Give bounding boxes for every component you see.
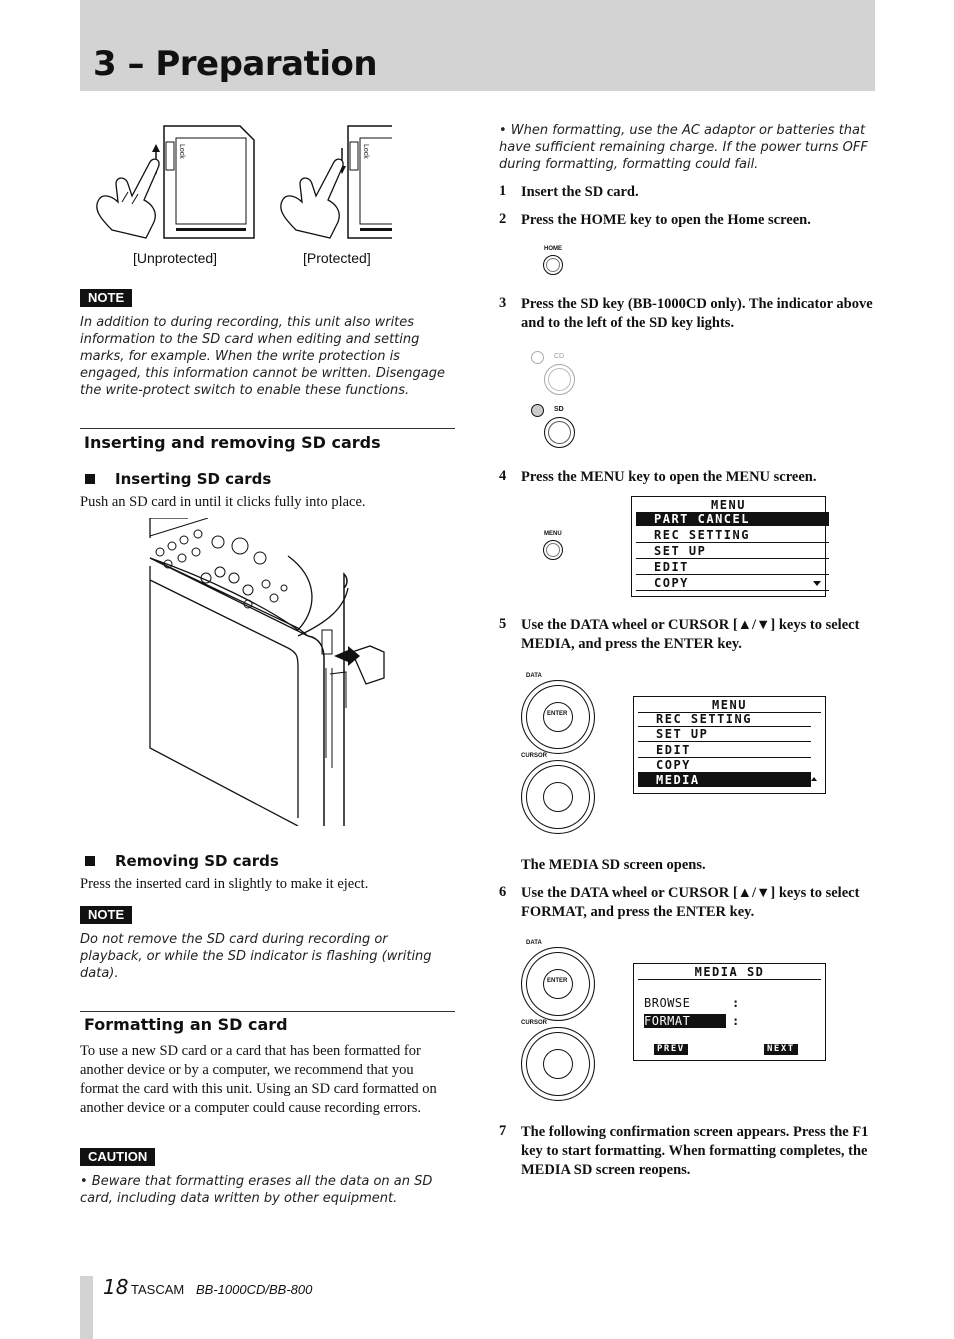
footer-brand: TASCAM	[131, 1282, 185, 1297]
footer-bar	[80, 1276, 93, 1339]
lcd-menu-item: SET UP	[636, 544, 829, 559]
sd-card-unprotected-icon	[97, 126, 254, 238]
lcd-title: MEDIA SD	[638, 965, 821, 980]
section-rule	[80, 1011, 455, 1012]
lock-label: Lock	[362, 144, 369, 159]
note-text: In addition to during recording, this unit also writes information to the SD card when editing and setting marks, for example. When the write protection is engaged, this information cannot be written. Disengage the write-protect switch to enable these functions.	[80, 315, 446, 398]
step-number: 2	[499, 211, 507, 227]
scroll-down-icon	[813, 581, 821, 586]
unprotected-caption: [Unprotected]	[133, 250, 218, 266]
step-number: 5	[499, 616, 507, 632]
protected-caption: [Protected]	[303, 250, 371, 266]
sd-card-protected-icon	[281, 126, 392, 238]
step-text: Use the DATA wheel or CURSOR [▲/▼] keys to select MEDIA, and press the ENTER key.	[521, 617, 860, 652]
lcd-menu-item: SET UP	[638, 727, 811, 742]
enter-key-icon	[543, 702, 573, 732]
lcd-prev-softkey: PREV	[654, 1044, 688, 1055]
caution-bullet: • When formatting, use the AC adaptor or batteries that have sufficient remaining charge. If the power turns OFF during formatting, formatting could fail.	[499, 123, 868, 172]
lcd-browse-item: BROWSE	[644, 996, 691, 1010]
step-number: 4	[499, 468, 507, 484]
data-wheel-label: DATA	[526, 940, 542, 946]
footer-model: BB-1000CD/BB-800	[196, 1282, 313, 1297]
lcd-menu-item: COPY	[636, 576, 829, 591]
cursor-center-key-icon	[543, 782, 573, 812]
page-number: 18	[103, 1275, 129, 1299]
lcd-next-softkey: NEXT	[764, 1044, 798, 1055]
note-text: Do not remove the SD card during recording or playback, or while the SD indicator is flashing (writing data).	[80, 932, 432, 981]
device-insert-illustration	[148, 518, 398, 826]
cd-indicator-icon	[531, 351, 544, 364]
home-key-label: HOME	[544, 246, 562, 252]
chapter-title: 3 – Preparation	[93, 44, 378, 84]
data-wheel-label: DATA	[526, 673, 542, 679]
lcd-menu-screen	[633, 696, 826, 794]
square-bullet-icon	[85, 856, 95, 866]
lcd-menu-item: EDIT	[636, 560, 829, 575]
caution-bullet: • Beware that formatting erases all the data on an SD card, including data written by other equipment.	[80, 1174, 433, 1206]
lcd-media-sd-screen	[633, 963, 826, 1061]
lcd-format-item: FORMAT	[644, 1014, 726, 1028]
lcd-menu-item: PART CANCEL	[636, 512, 829, 526]
sd-indicator-icon	[531, 404, 544, 417]
note-badge: NOTE	[80, 289, 132, 307]
lcd-menu-item: EDIT	[638, 743, 811, 758]
step-text: The following confirmation screen appears. Press the F1 key to start formatting. When formatting completes, the MEDIA SD screen reopens.	[521, 1124, 869, 1178]
lcd-colon: :	[732, 1014, 741, 1028]
step-text: Insert the SD card.	[521, 184, 639, 200]
lcd-title: MENU	[636, 498, 821, 513]
home-key-icon	[543, 255, 563, 275]
step-number: 1	[499, 183, 507, 199]
removing-text: Press the inserted card in slightly to make it eject.	[80, 876, 369, 892]
section-title-formatting: Formatting an SD card	[84, 1015, 288, 1034]
step-text: Use the DATA wheel or CURSOR [▲/▼] keys to select FORMAT, and press the ENTER key.	[521, 885, 860, 920]
cursor-keys-label: CURSOR	[521, 1020, 548, 1026]
lcd-menu-item: COPY	[638, 758, 811, 773]
enter-key-icon	[543, 969, 573, 999]
lcd-menu-screen	[631, 496, 826, 597]
step-text: Press the HOME key to open the Home screen.	[521, 212, 811, 228]
step-text: Press the MENU key to open the MENU screen.	[521, 469, 817, 485]
enter-key-label: ENTER	[547, 978, 568, 984]
section-title-insert-remove: Inserting and removing SD cards	[84, 433, 381, 452]
step-number: 6	[499, 884, 507, 900]
menu-key-label: MENU	[544, 531, 562, 537]
step-text: Press the SD key (BB-1000CD only). The indicator above and to the left of the SD key lights.	[521, 296, 873, 331]
subsection-title-removing: Removing SD cards	[115, 852, 279, 870]
lcd-title: MENU	[638, 698, 821, 713]
lcd-menu-item: MEDIA	[638, 773, 811, 787]
square-bullet-icon	[85, 474, 95, 484]
sd-key-icon	[544, 417, 575, 448]
cd-key-label: CD	[554, 353, 565, 360]
section-rule	[80, 428, 455, 429]
scroll-up-icon	[811, 777, 817, 781]
inserting-text: Push an SD card in until it clicks fully into place.	[80, 494, 366, 510]
subsection-title-inserting: Inserting SD cards	[115, 470, 272, 488]
note-badge: NOTE	[80, 906, 132, 924]
step-number: 3	[499, 295, 507, 311]
lock-label: Lock	[178, 144, 185, 159]
lcd-menu-item: REC SETTING	[636, 528, 829, 543]
sd-key-label: SD	[554, 406, 564, 413]
cd-key-icon	[544, 364, 575, 395]
lcd-colon: :	[732, 996, 741, 1010]
media-opens-text: The MEDIA SD screen opens.	[521, 857, 706, 873]
formatting-text: To use a new SD card or a card that has been formatted for another device or by a computer, we recommend that you format the card with this unit. Using an SD card formatted on another device or a computer could cause recording errors.	[80, 1043, 437, 1116]
enter-key-label: ENTER	[547, 711, 568, 717]
cursor-keys-label: CURSOR	[521, 753, 548, 759]
caution-badge: CAUTION	[80, 1148, 155, 1166]
menu-key-icon	[543, 540, 563, 560]
cursor-center-key-icon	[543, 1049, 573, 1079]
lcd-menu-item: REC SETTING	[638, 712, 811, 727]
step-number: 7	[499, 1123, 507, 1139]
sd-card-illustration	[92, 118, 392, 246]
